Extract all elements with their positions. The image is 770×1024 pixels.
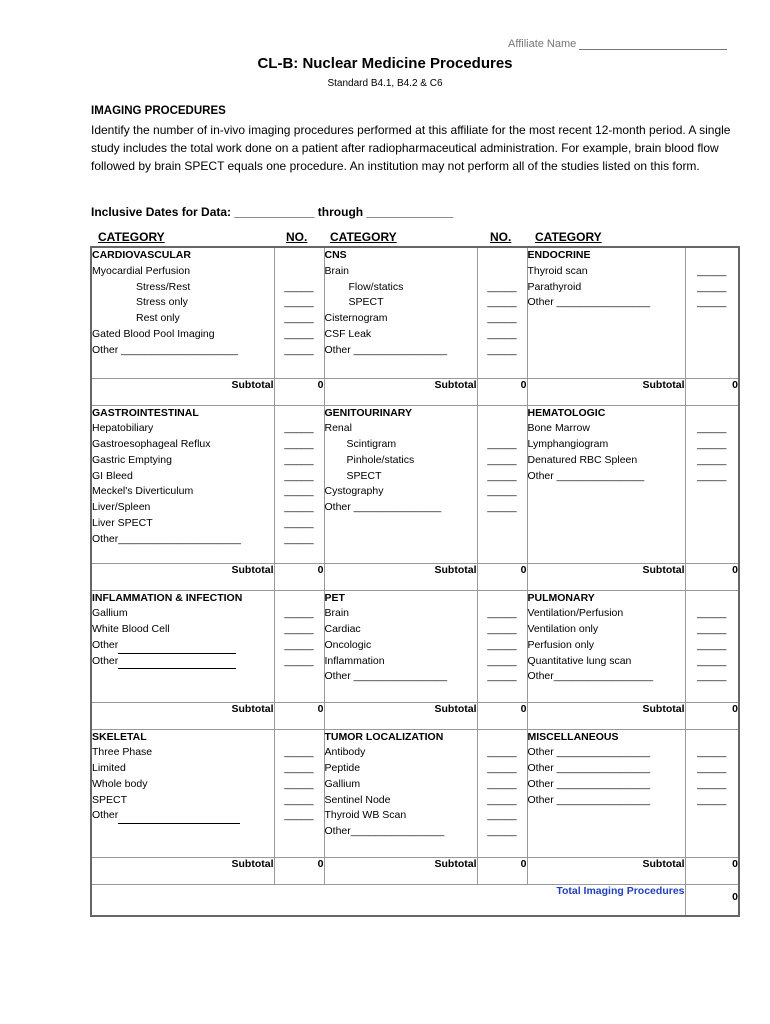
count-blank[interactable]: _____ [284,638,314,651]
subtotal-value: 0 [477,857,527,884]
item-whole-body: Whole body [92,777,148,790]
count-blank[interactable]: _____ [697,280,727,293]
pulmonary-cell [527,590,685,702]
count-blank[interactable]: _____ [487,280,517,293]
item-meckels: Meckel's Diverticulum [92,485,194,498]
count-blank[interactable]: _____ [284,280,314,293]
count-blank[interactable]: _____ [697,453,727,466]
item-gu-other: Other _______________ [324,501,442,514]
count-blank[interactable]: _____ [487,312,517,325]
header-category-2: CATEGORY [330,230,397,244]
standard-ref: Standard B4.1, B4.2 & C6 [327,78,443,89]
item-ventilation-only: Ventilation only [527,623,599,636]
hema-title: HEMATOLOGIC [527,406,606,419]
tumor-cell [324,729,477,857]
item-three-phase: Three Phase [92,746,153,759]
count-blank[interactable]: _____ [487,453,517,466]
count-blank[interactable]: _____ [697,296,727,309]
gu-counts [477,405,527,563]
count-blank[interactable]: _____ [697,438,727,451]
item-infl-other: Other [92,654,119,667]
count-blank[interactable]: _____ [284,438,314,451]
item-gi-bleed: GI Bleed [92,469,133,482]
skel-title: SKELETAL [92,730,147,743]
hema-counts [685,405,739,563]
subtotal-value: 0 [685,702,739,729]
count-blank[interactable]: _____ [284,469,314,482]
subtotal-value: 0 [477,563,527,590]
count-blank[interactable]: _____ [487,654,517,667]
count-blank[interactable]: _____ [697,638,727,651]
item-myocardial-perfusion: Myocardial Perfusion [92,264,191,277]
item-tumor-gallium: Gallium [324,777,361,790]
item-gu-spect: SPECT [346,469,382,482]
item-cisternogram: Cisternogram [324,312,388,325]
header-category-1: CATEGORY [98,230,165,244]
item-gi-other: Other_____________________ [92,532,241,545]
count-blank[interactable]: _____ [697,264,727,277]
count-blank[interactable]: _____ [697,746,727,759]
affiliate-blank[interactable] [579,39,727,50]
subtotal-value: 0 [274,378,324,405]
count-blank[interactable]: _____ [284,485,314,498]
subtotal-value: 0 [685,378,739,405]
section-title: IMAGING PROCEDURES [91,105,226,117]
item-limited: Limited [92,762,126,775]
count-blank[interactable]: _____ [487,296,517,309]
gi-counts [274,405,324,563]
count-blank[interactable]: _____ [697,793,727,806]
count-blank[interactable]: _____ [284,517,314,530]
count-blank[interactable]: _____ [284,296,314,309]
item-thyroid-wb: Thyroid WB Scan [324,809,407,822]
item-pulm-other: Other_________________ [527,670,654,683]
hematologic-cell [527,405,685,563]
item-csf-leak: CSF Leak [324,327,372,340]
endocrine-cell [527,247,685,378]
count-blank[interactable]: _____ [487,485,517,498]
other-blank[interactable] [118,812,240,824]
subtotal-label: Subtotal [91,702,274,729]
count-blank[interactable]: _____ [284,809,314,822]
count-blank[interactable]: _____ [284,327,314,340]
count-blank[interactable]: _____ [284,623,314,636]
count-blank[interactable]: _____ [487,327,517,340]
pet-title: PET [324,591,345,604]
infl-title: INFLAMMATION & INFECTION [92,591,243,604]
cns-title: CNS [324,249,347,261]
misc-title: MISCELLANEOUS [527,730,619,743]
pulm-title: PULMONARY [527,591,595,604]
header-category-3: CATEGORY [535,230,602,244]
count-blank[interactable]: _____ [284,422,314,435]
item-liver-spleen: Liver/Spleen [92,501,151,514]
item-lymphangiogram: Lymphangiogram [527,438,609,451]
inflammation-cell [91,590,274,702]
item-quant-lung: Quantitative lung scan [527,654,632,667]
item-pet-brain: Brain [324,607,350,620]
count-blank[interactable]: _____ [487,438,517,451]
header-no-1: NO. [286,230,308,244]
cardiovascular-title: CARDIOVASCULAR [92,249,191,261]
pet-cell [324,590,477,702]
count-blank[interactable]: _____ [487,670,517,683]
count-blank[interactable]: _____ [284,793,314,806]
count-blank[interactable]: _____ [487,746,517,759]
cns-cell [324,247,477,378]
item-pinhole-statics: Pinhole/statics [346,453,415,466]
subtotal-value: 0 [477,378,527,405]
cardiovascular-cell [91,247,274,378]
count-blank[interactable]: _____ [697,422,727,435]
count-blank[interactable]: _____ [487,793,517,806]
subtotal-value: 0 [274,702,324,729]
item-stress-only: Stress only [136,296,188,309]
affiliate-label: Affiliate Name [508,38,577,50]
subtotal-label: Subtotal [91,378,274,405]
affiliate-name-field[interactable] [508,38,727,50]
item-liver-spect: Liver SPECT [92,517,153,530]
cns-counts [477,247,527,378]
skel-counts [274,729,324,857]
count-blank[interactable]: _____ [487,501,517,514]
item-cardio-other: Other ____________________ [92,343,238,356]
count-blank[interactable]: _____ [487,469,517,482]
gu-title: GENITOURINARY [324,406,413,419]
item-ge-reflux: Gastroesophageal Reflux [92,438,211,451]
subtotal-label: Subtotal [91,857,274,884]
endocrine-title: ENDOCRINE [527,249,591,261]
item-cns-other: Other ________________ [324,343,448,356]
subtotal-value: 0 [685,563,739,590]
pulm-counts [685,590,739,702]
count-blank[interactable]: _____ [697,469,727,482]
misc-counts [685,729,739,857]
item-cystography: Cystography [324,485,384,498]
subtotal-value: 0 [477,702,527,729]
item-misc-other: Other ________________ [527,793,651,806]
count-blank[interactable]: _____ [284,532,314,545]
item-hema-other: Other _______________ [527,469,645,482]
misc-cell [527,729,685,857]
subtotal-label: Subtotal [527,378,685,405]
item-hepatobiliary: Hepatobiliary [92,422,154,435]
subtotal-value: 0 [685,857,739,884]
item-brain: Brain [324,264,350,277]
count-blank[interactable]: _____ [487,762,517,775]
subtotal-label: Subtotal [527,702,685,729]
item-misc-other: Other ________________ [527,777,651,790]
count-blank[interactable]: _____ [487,638,517,651]
item-cns-spect: SPECT [348,296,384,309]
count-blank[interactable]: _____ [284,777,314,790]
count-blank[interactable]: _____ [284,453,314,466]
cardiovascular-counts [274,247,324,378]
item-pet-inflammation: Inflammation [324,654,385,667]
procedures-table [90,246,740,917]
item-rest-only: Rest only [136,312,180,325]
item-sentinel-node: Sentinel Node [324,793,391,806]
total-label: Total Imaging Procedures [91,884,685,916]
subtotal-label: Subtotal [324,702,477,729]
count-blank[interactable]: _____ [487,607,517,620]
other-blank[interactable] [118,657,236,669]
item-bone-marrow: Bone Marrow [527,422,590,435]
count-blank[interactable]: _____ [284,343,314,356]
infl-counts [274,590,324,702]
subtotal-value: 0 [274,857,324,884]
item-pet-other: Other ________________ [324,670,448,683]
item-antibody: Antibody [324,746,366,759]
tumor-title: TUMOR LOCALIZATION [324,730,444,743]
genitourinary-cell [324,405,477,563]
item-denatured-rbc: Denatured RBC Spleen [527,453,638,466]
count-blank[interactable]: _____ [697,654,727,667]
item-peptide: Peptide [324,762,361,775]
item-endo-other: Other ________________ [527,296,651,309]
count-blank[interactable]: _____ [284,312,314,325]
other-blank[interactable] [118,642,236,654]
count-blank[interactable]: _____ [487,623,517,636]
count-blank[interactable]: _____ [284,654,314,667]
count-blank[interactable]: _____ [487,343,517,356]
subtotal-label: Subtotal [324,857,477,884]
count-blank[interactable]: _____ [284,501,314,514]
item-renal: Renal [324,422,352,435]
count-blank[interactable]: _____ [487,809,517,822]
subtotal-label: Subtotal [527,857,685,884]
item-misc-other: Other ________________ [527,762,651,775]
item-thyroid-scan: Thyroid scan [527,264,588,277]
item-skel-spect: SPECT [92,793,128,806]
subtotal-label: Subtotal [91,563,274,590]
count-blank[interactable]: _____ [697,762,727,775]
pet-counts [477,590,527,702]
inclusive-dates[interactable]: Inclusive Dates for Data: ____________ through _____________ [91,205,454,219]
item-infl-other: Other [92,638,119,651]
subtotal-label: Subtotal [324,563,477,590]
count-blank[interactable]: _____ [284,762,314,775]
intro-text: Identify the number of in-vivo imaging procedures performed at this affiliate for the most recent 12-month period. A single study includes the total work done on a patient after radiopharmaceutical administration. For example, brain blood flow followed by brain SPECT equals one procedure. An institution may not perform all of the studies listed on this form. [91,123,731,173]
subtotal-label: Subtotal [527,563,685,590]
item-gated-blood-pool: Gated Blood Pool Imaging [92,327,215,340]
tumor-counts [477,729,527,857]
item-skel-other: Other [92,809,119,822]
gastrointestinal-cell [91,405,274,563]
item-pet-oncologic: Oncologic [324,638,372,651]
item-tumor-other: Other________________ [324,825,445,838]
header-no-2: NO. [490,230,512,244]
count-blank[interactable]: _____ [487,825,517,838]
item-infl-gallium: Gallium [92,607,128,620]
gi-title: GASTROINTESTINAL [92,406,199,419]
page-title: CL-B: Nuclear Medicine Procedures [257,55,513,72]
endocrine-counts [685,247,739,378]
total-value: 0 [685,884,739,916]
item-vq: Ventilation/Perfusion [527,607,624,620]
count-blank[interactable]: _____ [697,777,727,790]
count-blank[interactable]: _____ [697,670,727,683]
item-stress-rest: Stress/Rest [136,280,191,293]
item-misc-other: Other ________________ [527,746,651,759]
item-pet-cardiac: Cardiac [324,623,361,636]
item-flow-statics: Flow/statics [348,280,404,293]
skeletal-cell [91,729,274,857]
item-perfusion-only: Perfusion only [527,638,595,651]
subtotal-label: Subtotal [324,378,477,405]
count-blank[interactable]: _____ [697,623,727,636]
count-blank[interactable]: _____ [487,777,517,790]
item-gastric-emptying: Gastric Emptying [92,453,172,466]
count-blank[interactable]: _____ [284,746,314,759]
item-scintigram: Scintigram [346,438,397,451]
count-blank[interactable]: _____ [697,607,727,620]
item-parathyroid: Parathyroid [527,280,582,293]
item-wbc: White Blood Cell [92,623,170,636]
count-blank[interactable]: _____ [284,607,314,620]
subtotal-value: 0 [274,563,324,590]
